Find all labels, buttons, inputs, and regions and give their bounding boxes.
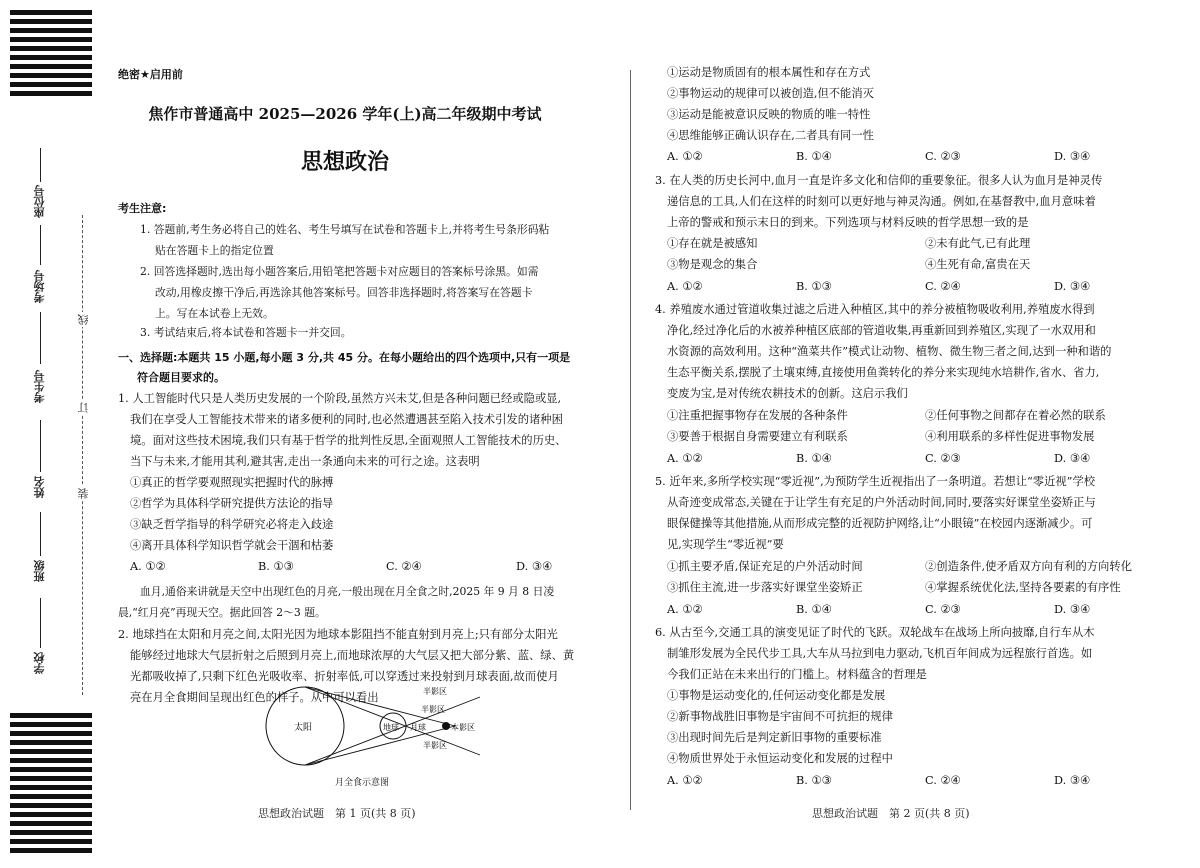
material-line-1: 血月,通俗来讲就是天空中出现红色的月亮,一般出现在月全食之时,2025 年 9 月 8 日凌 xyxy=(140,585,555,598)
confidential-label: 绝密★启用前 xyxy=(118,68,183,81)
q2-item-4: ④思维能够正确认识存在,二者具有同一性 xyxy=(667,129,874,142)
notice-title: 考生注意: xyxy=(118,202,167,215)
q3-item-1: ①存在就是被感知 xyxy=(667,237,758,250)
material-line-2: 晨,“红月亮”再现天空。据此回答 2～3 题。 xyxy=(118,606,326,619)
section-heading-line-2: 符合题目要求的。 xyxy=(137,371,225,384)
q5-choice-a[interactable]: A. ①② xyxy=(667,603,703,616)
q3-item-2: ②未有此气,已有此理 xyxy=(925,237,1031,250)
q5-line-2: 从奇迹变成常态,关键在于让学生有充足的户外活动时间,同时,要落实好课堂坐姿矫正与 xyxy=(667,496,1096,509)
binding-mark-bind: 装 xyxy=(77,488,90,499)
page2-footer: 思想政治试题 第 2 页(共 8 页) xyxy=(812,807,970,820)
lunar-eclipse-diagram xyxy=(255,680,485,775)
q4-item-2: ②任何事物之间都存在着必然的联系 xyxy=(925,409,1106,422)
q3-choice-b[interactable]: B. ①③ xyxy=(796,280,832,293)
q6-line-2: 制雏形发展为全民代步工具,大车从马拉到电力驱动,飞机百年间成为远程旅行首选。如 xyxy=(667,647,1093,660)
q1-line-1: 1. 人工智能时代只是人类历史发展的一个阶段,虽然方兴未艾,但是各种问题已经或隐或显, xyxy=(118,392,562,405)
notice-line-2: 贴在答题卡上的指定位置 xyxy=(155,244,274,257)
binding-stripes-bottom xyxy=(10,713,92,857)
notice-line-1: 1. 答题前,考生务必将自己的姓名、考生号填写在试卷和答题卡上,并将考生号条形码粘 xyxy=(140,223,550,236)
q1-line-4: 当下与未来,才能用其利,避其害,走出一条通向未来的可行之途。这表明 xyxy=(130,455,480,468)
subject-title: 思想政治 xyxy=(300,150,389,175)
q3-item-3: ③物是观念的集合 xyxy=(667,258,758,271)
moon-label: 月球 xyxy=(410,723,426,732)
diagram-caption: 月全食示意图 xyxy=(335,778,390,788)
q6-line-1: 6. 从古至今,交通工具的演变见证了时代的飞跃。双轮战车在战场上所向披靡,自行车从木 xyxy=(655,626,1095,639)
q6-item-2: ②新事物战胜旧事物是宇宙间不可抗拒的规律 xyxy=(667,710,893,723)
q5-choice-b[interactable]: B. ①④ xyxy=(796,603,832,616)
q2-item-2: ②事物运动的规律可以被创造,但不能消灭 xyxy=(667,87,874,100)
q4-line-2: 净化,经过净化后的水被养种植区底部的管道收集,再重新回到养殖区,实现了一水双用和 xyxy=(667,324,1096,337)
q5-line-1: 5. 近年来,多所学校实现“零近视”,为预防学生近视指出了一条明道。若想让“零近视”学校 xyxy=(655,475,1096,488)
notice-line-5: 上。写在本试卷上无效。 xyxy=(155,307,274,320)
q1-item-2: ②哲学为具体科学研究提供方法论的指导 xyxy=(130,497,334,510)
school-line[interactable] xyxy=(40,598,41,648)
q6-item-4: ④物质世界处于永恒运动变化和发展的过程中 xyxy=(667,752,893,765)
q6-choice-b[interactable]: B. ①③ xyxy=(796,774,832,787)
binding-mark-line: 线 xyxy=(77,314,90,325)
exam-room-label: 考场号 xyxy=(33,270,46,303)
q5-choice-c[interactable]: C. ②③ xyxy=(925,603,961,616)
binding-dashed-line xyxy=(82,215,83,695)
q4-line-4: 生态平衡关系,摆脱了土壤束缚,直接使用鱼粪转化的养分来实现纯水培耕作,省水、省力, xyxy=(667,366,1100,379)
q5-item-2: ②创造条件,使矛盾双方向有利的方向转化 xyxy=(925,560,1132,573)
q4-choice-a[interactable]: A. ①② xyxy=(667,452,703,465)
q4-line-3: 水资源的高效利用。这种“渔菜共作”模式让动物、植物、微生物三者之间,达到一种和谐的 xyxy=(667,345,1112,358)
penumbra-right-label: 半影区 xyxy=(421,705,445,714)
school-label: 学校 xyxy=(33,652,46,674)
binding-mark-staple: 订 xyxy=(77,402,90,413)
penumbra-bottom-label: 半影区 xyxy=(423,741,447,750)
q1-item-1: ①真正的哲学要观照现实把握时代的脉搏 xyxy=(130,476,334,489)
q6-choice-c[interactable]: C. ②④ xyxy=(925,774,961,787)
class-line[interactable] xyxy=(40,512,41,556)
q1-item-4: ④离开具体科学知识哲学就会干涸和枯萎 xyxy=(130,539,334,552)
q2-choice-b[interactable]: B. ①④ xyxy=(796,150,832,163)
notice-line-4: 改动,用橡皮擦干净后,再选涂其他答案标号。回答非选择题时,将答案写在答题卡 xyxy=(155,286,533,299)
q3-choice-d[interactable]: D. ③④ xyxy=(1054,280,1091,293)
page-divider xyxy=(630,70,631,810)
q3-line-3: 上帝的警戒和预示末日的到来。下列选项与材料反映的哲学思想一致的是 xyxy=(667,216,1029,229)
q1-item-3: ③缺乏哲学指导的科学研究必将走入歧途 xyxy=(130,518,334,531)
q5-item-1: ①抓主要矛盾,保证充足的户外活动时间 xyxy=(667,560,863,573)
q4-item-4: ④利用联系的多样性促进事物发展 xyxy=(925,430,1095,443)
candidate-number-line[interactable] xyxy=(40,312,41,364)
q5-item-3: ③抓住主流,进一步落实好课堂坐姿矫正 xyxy=(667,581,863,594)
q3-choice-c[interactable]: C. ②④ xyxy=(925,280,961,293)
q6-choice-a[interactable]: A. ①② xyxy=(667,774,703,787)
section-heading-line-1: 一、选择题:本题共 15 小题,每小题 3 分,共 45 分。在每小题给出的四个选项中,只有一项是 xyxy=(118,351,571,364)
sun-label: 太阳 xyxy=(294,723,313,733)
q2-item-1: ①运动是物质固有的根本属性和存在方式 xyxy=(667,66,871,79)
q2-line-1: 2. 地球挡在太阳和月亮之间,太阳光因为地球本影阻挡不能直射到月亮上;只有部分太阳光 xyxy=(118,628,558,641)
q5-line-3: 眼保健操等其他措施,从而形成完整的近视防护网络,让“小眼镜”在校园内逐渐减少。可 xyxy=(667,517,1093,530)
name-label: 姓名 xyxy=(33,476,46,498)
q6-choice-d[interactable]: D. ③④ xyxy=(1054,774,1091,787)
q2-line-3: 光都吸收掉了,只剩下红色光吸收率、折射率低,可以穿透过来投射到月球表面,故而使月 xyxy=(130,670,559,683)
earth-label: 地球 xyxy=(383,723,399,732)
q6-line-3: 今我们正站在未来出行的门槛上。材料蕴含的哲理是 xyxy=(667,668,927,681)
page1-footer: 思想政治试题 第 1 页(共 8 页) xyxy=(258,807,416,820)
q4-line-1: 4. 养殖废水通过管道收集过滤之后进入种植区,其中的养分被植物吸收利用,养殖废水得到 xyxy=(655,303,1095,316)
q4-choice-d[interactable]: D. ③④ xyxy=(1054,452,1091,465)
q3-item-4: ④生死有命,富贵在天 xyxy=(925,258,1031,271)
q5-line-4: 见,实现学生“零近视”要 xyxy=(667,538,784,551)
q1-choice-c[interactable]: C. ②④ xyxy=(386,560,422,573)
exam-title: 焦作市普通高中 2025—2026 学年(上)高二年级期中考试 xyxy=(148,105,542,123)
q1-line-3: 境。面对这些技术困境,我们只有基于哲学的批判性反思,全面观照人工智能技术的历史、 xyxy=(130,434,567,447)
seat-number-label: 座位号 xyxy=(33,185,46,218)
q5-choice-d[interactable]: D. ③④ xyxy=(1054,603,1091,616)
q4-choice-b[interactable]: B. ①④ xyxy=(796,452,832,465)
q4-choice-c[interactable]: C. ②③ xyxy=(925,452,961,465)
q2-item-3: ③运动是能被意识反映的物质的唯一特性 xyxy=(667,108,871,121)
q2-choice-d[interactable]: D. ③④ xyxy=(1054,150,1091,163)
q3-line-2: 递信息的工具,人们在这样的时刻可以更好地与神灵沟通。例如,在基督教中,血月意味着 xyxy=(667,195,1096,208)
q2-choice-a[interactable]: A. ①② xyxy=(667,150,703,163)
q2-line-2: 能够经过地球大气层折射之后照到月亮上,而地球浓厚的大气层又把大部分紫、蓝、绿、黄 xyxy=(130,649,575,662)
q4-line-5: 变废为宝,是对传统农耕技术的创新。这启示我们 xyxy=(667,387,908,400)
q1-choice-d[interactable]: D. ③④ xyxy=(516,560,553,573)
q6-item-3: ③出现时间先后是判定新旧事物的重要标准 xyxy=(667,731,882,744)
penumbra-top-label: 半影区 xyxy=(423,687,447,696)
q2-line-4: 亮在月全食期间呈现出红色的样子。从中可以看出 xyxy=(130,691,379,704)
candidate-number-label: 考生号 xyxy=(33,370,46,403)
q1-choice-b[interactable]: B. ①③ xyxy=(258,560,294,573)
q3-line-1: 3. 在人类的历史长河中,血月一直是许多文化和信仰的重要象征。很多人认为血月是神灵传 xyxy=(655,174,1103,187)
exam-room-line[interactable] xyxy=(40,225,41,265)
q4-item-1: ①注重把握事物存在发展的各种条件 xyxy=(667,409,848,422)
class-label: 班级 xyxy=(33,560,46,582)
q1-line-2: 我们在享受人工智能技术带来的诸多便利的同时,也必然遭遇甚至陷入技术引发的诸种困 xyxy=(130,413,563,426)
binding-stripes-top xyxy=(10,10,92,100)
q2-choice-c[interactable]: C. ②③ xyxy=(925,150,961,163)
q4-item-3: ③要善于根据自身需要建立有利联系 xyxy=(667,430,848,443)
notice-line-6: 3. 考试结束后,将本试卷和答题卡一并交回。 xyxy=(140,326,352,339)
q5-item-4: ④掌握系统优化法,坚持各要素的有序性 xyxy=(925,581,1121,594)
q6-item-1: ①事物是运动变化的,任何运动变化都是发展 xyxy=(667,689,886,702)
name-line[interactable] xyxy=(40,420,41,472)
q1-choice-a[interactable]: A. ①② xyxy=(130,560,166,573)
q3-choice-a[interactable]: A. ①② xyxy=(667,280,703,293)
umbra-label: 本影区 xyxy=(451,723,475,732)
notice-line-3: 2. 回答选择题时,选出每小题答案后,用铅笔把答题卡对应题目的答案标号涂黑。如需 xyxy=(140,265,539,278)
